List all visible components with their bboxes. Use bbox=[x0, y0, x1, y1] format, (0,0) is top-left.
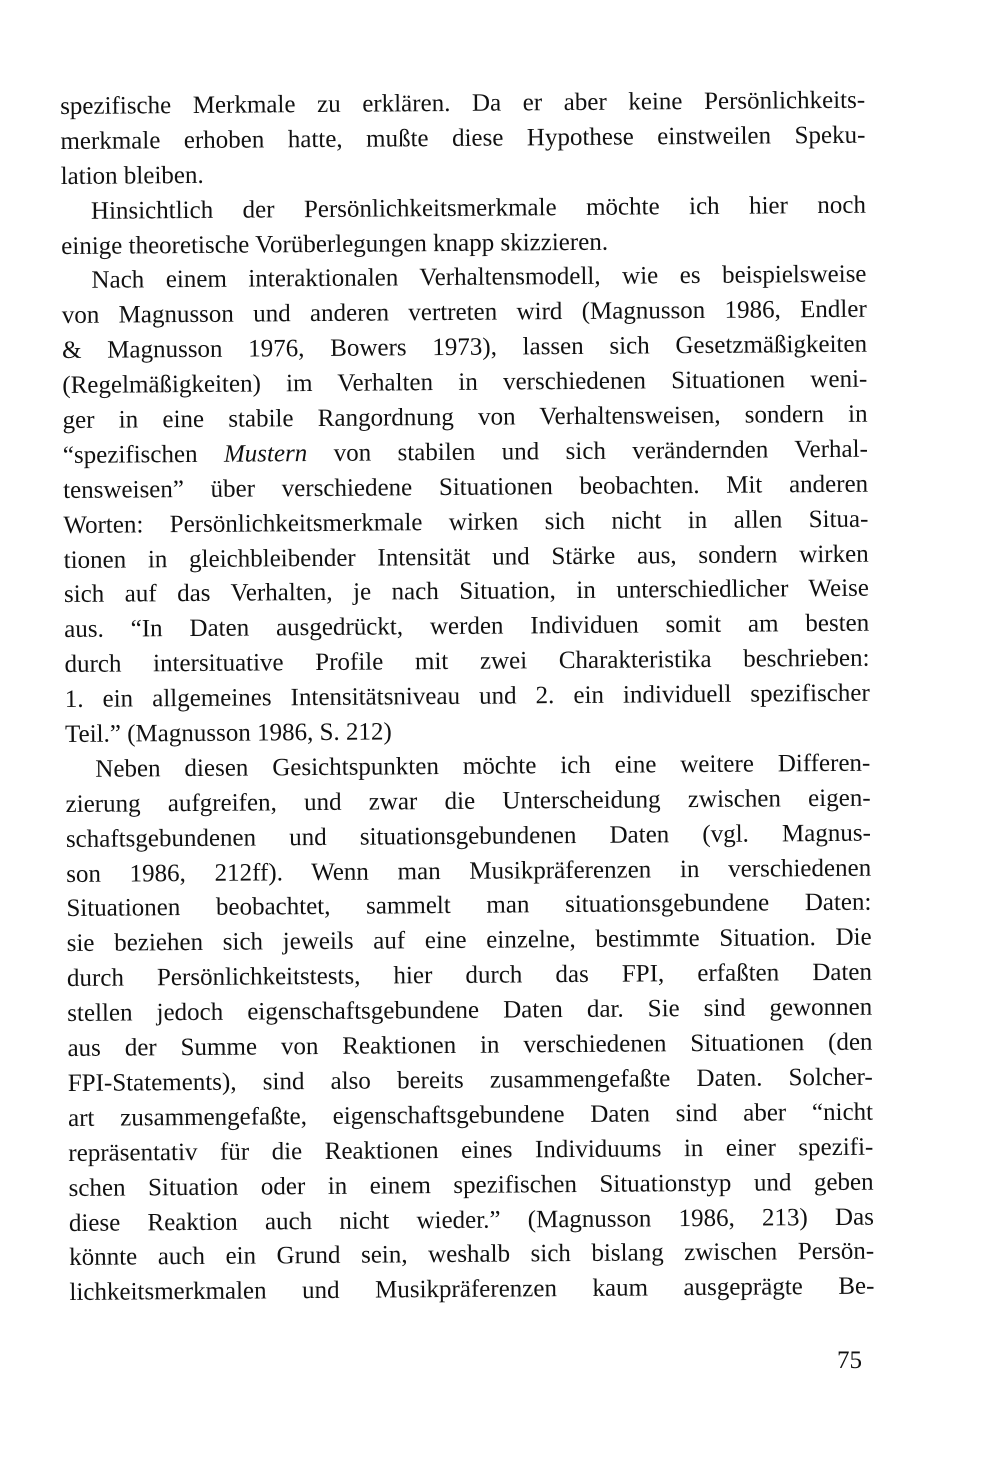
text-line: Worten: Persönlichkeitsmerkmale wirken sich nicht in allen Situa- bbox=[63, 505, 869, 539]
text-line: durch intersituative Profile mit zwei Charakteristika beschrieben: bbox=[64, 644, 870, 679]
text-line: art zusammengefaßte, eigenschaftsgebundene Daten sind aber “nicht bbox=[67, 1098, 874, 1132]
text-line: sich auf das Verhalten, je nach Situation, in unterschiedlicher Weise bbox=[63, 575, 870, 609]
text-line: lichkeitsmerkmalen und Musikpräferenzen kaum ausgeprägte Be- bbox=[69, 1272, 875, 1307]
text-line: diese Reaktion auch nicht wieder.” (Magnusson 1986, 213) Das bbox=[68, 1203, 874, 1237]
text-line: zierung aufgreifen, und zwar die Unterscheidung zwischen eigen- bbox=[65, 784, 871, 818]
text-line: Hinsichtlich der Persönlichkeitsmerkmale möchte ich hier noch bbox=[90, 191, 867, 225]
text-line: Nach einem interaktionalen Verhaltensmodell, wie es beispielsweise bbox=[91, 261, 867, 295]
text-segment: von stabilen und sich verändernden Verhal- bbox=[307, 435, 868, 467]
text-line: sie beziehen sich jeweils auf eine einzelne, bestimmte Situation. Die bbox=[66, 924, 872, 958]
text-line: FPI-Statements), sind also bereits zusammengefaßte Daten. Solcher- bbox=[67, 1063, 873, 1097]
text-line: Teil.” (Magnusson 1986, S. 212) bbox=[64, 718, 392, 749]
text-segment: “spezifischen bbox=[62, 440, 225, 469]
text-line: durch Persönlichkeitstests, hier durch das FPI, erfaßten Daten bbox=[66, 958, 873, 993]
text-line: (Regelmäßigkeiten) im Verhalten in verschiedenen Situationen weni- bbox=[62, 365, 868, 400]
page-number: 75 bbox=[837, 1347, 862, 1374]
text-line: merkmale erhoben hatte, mußte diese Hypothese einstweilen Speku- bbox=[60, 121, 866, 155]
text-line: repräsentativ für die Reaktionen eines Individuums in einer spezifi- bbox=[68, 1133, 874, 1167]
body-text bbox=[60, 84, 875, 1311]
text-line: son 1986, 212ff). Wenn man Musikpräferenzen in verschiedenen bbox=[66, 854, 872, 888]
text-line: von Magnusson und anderen vertreten wird (Magnusson 1986, Endler bbox=[61, 296, 867, 330]
text-line: & Magnusson 1976, Bowers 1973), lassen sich Gesetzmäßigkeiten bbox=[61, 330, 868, 365]
text-line: schaftsgebundenen und situationsgebundenen Daten (vgl. Magnus- bbox=[65, 819, 871, 853]
text-line: ger in eine stabile Rangordnung von Verhaltensweisen, sondern in bbox=[62, 400, 868, 435]
text-line: tionen in gleichbleibender Intensität und Stärke aus, sondern wirken bbox=[63, 540, 869, 574]
text-line: Situationen beobachtet, sammelt man situationsgebundene Daten: bbox=[66, 889, 872, 923]
text-line: könnte auch ein Grund sein, weshalb sich bislang zwischen Persön- bbox=[69, 1238, 875, 1272]
text-line: tensweisen” über verschiedene Situationen beobachten. Mit anderen bbox=[63, 470, 869, 504]
text-line: aus der Summe von Reaktionen in verschiedenen Situationen (den bbox=[67, 1028, 873, 1063]
text-line: aus. “In Daten ausgedrückt, werden Individuen somit am besten bbox=[64, 610, 870, 644]
text-line: stellen jedoch eigenschaftsgebundene Daten dar. Sie sind gewonnen bbox=[67, 993, 873, 1028]
text-line: spezifische Merkmale zu erklären. Da er aber keine Persönlichkeits- bbox=[60, 86, 866, 120]
text-line: einige theoretische Vorüberlegungen knapp skizzieren. bbox=[61, 228, 609, 260]
text-line: lation bleiben. bbox=[60, 161, 204, 190]
text-line: schen Situation oder in einem spezifischen Situationstyp und geben bbox=[68, 1168, 874, 1202]
text-line: Neben diesen Gesichtspunkten möchte ich eine weitere Differen- bbox=[95, 749, 871, 783]
text-line: 1. ein allgemeines Intensitätsniveau und 2. ein individuell spezifischer bbox=[64, 679, 870, 714]
emphasized-word: Mustern bbox=[223, 439, 308, 468]
